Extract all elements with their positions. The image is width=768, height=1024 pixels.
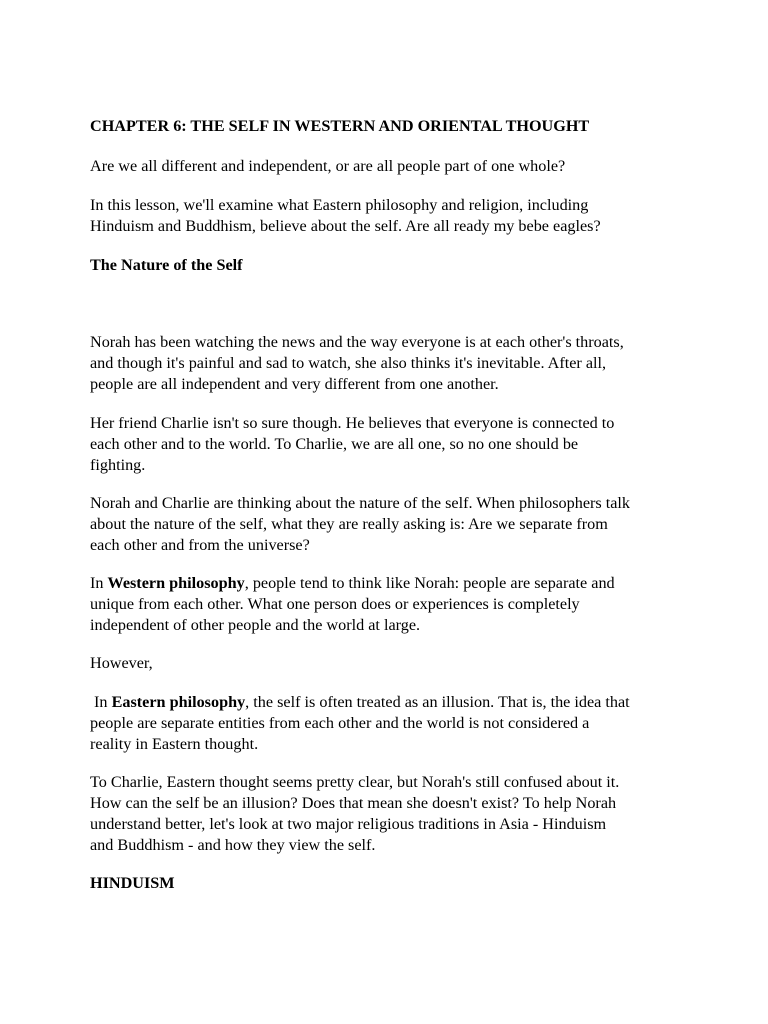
term-eastern-philosophy: Eastern philosophy (111, 693, 246, 711)
however-line: However, (90, 654, 153, 672)
text-line: Norah has been watching the news and the way everyone is at each other's throats, (90, 333, 624, 351)
text-line: understand better, let's look at two major religious traditions in Asia - Hinduism (90, 815, 607, 833)
text-line: In Eastern philosophy, the self is often treated as an illusion. That is, the idea that (90, 693, 630, 711)
text-line: Hinduism and Buddhism, believe about the self. Are all ready my bebe eagles? (90, 217, 601, 235)
text-line: fighting. (90, 456, 146, 474)
text-line: about the nature of the self, what they are really asking is: Are we separate from (90, 515, 608, 533)
text-line: each other and to the world. To Charlie, we are all one, so no one should be (90, 435, 579, 453)
text-line: Norah and Charlie are thinking about the nature of the self. When philosophers talk (90, 494, 631, 512)
text-line: How can the self be an illusion? Does that mean she doesn't exist? To help Norah (90, 794, 617, 812)
paragraph-nature-of-self (90, 493, 710, 556)
term-western-philosophy: Western philosophy (107, 574, 245, 592)
text-line: independent of other people and the world at large. (90, 616, 421, 634)
chapter-title: CHAPTER 6: THE SELF IN WESTERN AND ORIENTAL THOUGHT (90, 117, 590, 135)
section-heading-hinduism: HINDUISM (90, 874, 175, 892)
text-line: reality in Eastern thought. (90, 735, 259, 753)
text-line: In this lesson, we'll examine what Eastern philosophy and religion, including (90, 196, 589, 214)
paragraph-norah (90, 332, 710, 395)
text-line: each other and from the universe? (90, 536, 310, 554)
text-line: and Buddhism - and how they view the self. (90, 836, 376, 854)
text-line: and though it's painful and sad to watch, she also thinks it's inevitable. After all, (90, 354, 607, 372)
text-line: In Western philosophy, people tend to think like Norah: people are separate and (90, 574, 615, 592)
text-line: unique from each other. What one person does or experiences is completely (90, 595, 580, 613)
paragraph-western-philosophy (90, 573, 710, 636)
section-heading-nature-of-self: The Nature of the Self (90, 256, 243, 274)
paragraph-charlie (90, 413, 710, 476)
text-line: To Charlie, Eastern thought seems pretty clear, but Norah's still confused about it. (90, 773, 620, 791)
intro-question: Are we all different and independent, or are all people part of one whole? (90, 157, 566, 175)
text-line: people are all independent and very different from one another. (90, 375, 499, 393)
lesson-intro-paragraph (90, 195, 710, 237)
paragraph-norah-confused (90, 772, 710, 856)
paragraph-eastern-philosophy (90, 692, 710, 755)
text-line: Her friend Charlie isn't so sure though. He believes that everyone is connected to (90, 414, 615, 432)
text-line: people are separate entities from each other and the world is not considered a (90, 714, 590, 732)
